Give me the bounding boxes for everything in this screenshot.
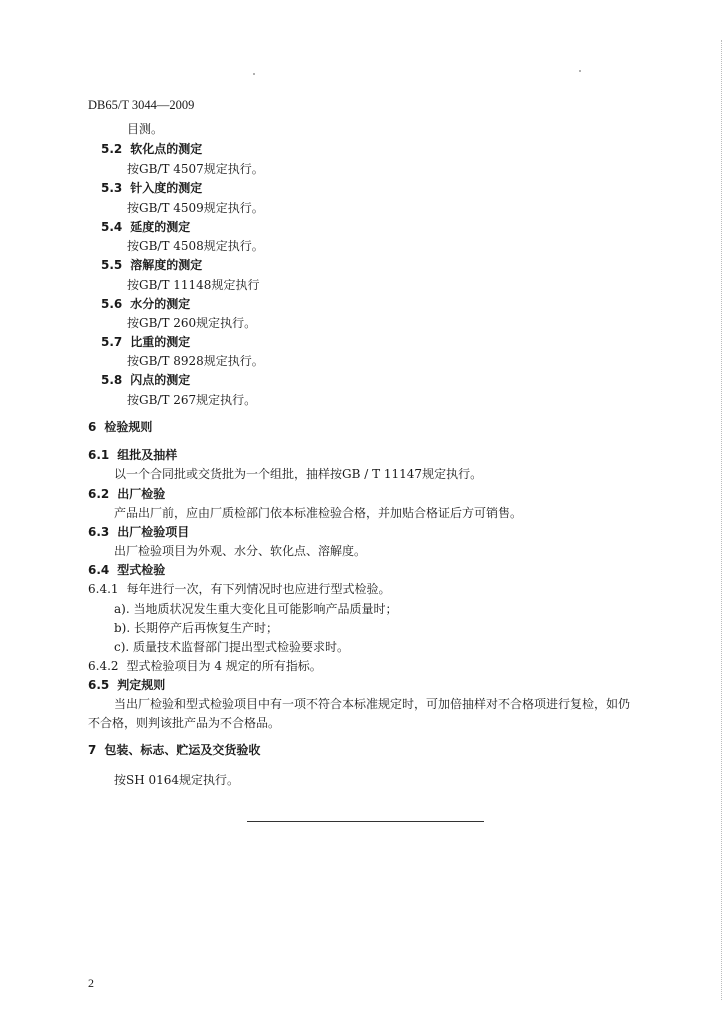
clause-number: 5.7 [101,335,123,349]
text-6-3 [114,544,366,558]
item-a [114,602,397,616]
text-6-2 [114,506,522,520]
clause-number: 6.4.2 [88,659,119,673]
heading-5-2 [101,142,202,156]
heading-5-3 [101,181,202,195]
clause-text: 按GB/T 8928规定执行。 [127,354,264,368]
heading-6-4-2 [88,659,322,673]
clause-number: 5.2 [101,142,123,156]
heading-6-4 [88,563,165,577]
text-6-5-line1 [114,697,630,711]
clause-text: 按GB/T 11148规定执行 [127,278,260,292]
heading-5-5 [101,258,202,272]
clause-text: 比重的测定 [130,335,191,349]
clause-text: 按GB/T 267规定执行。 [127,393,257,407]
heading-5-4 [101,220,190,234]
clause-text: 出厂检验 [117,487,166,501]
clause-text: 型式检验 [117,563,166,577]
clause-text: a). 当地质状况发生重大变化且可能影响产品质量时； [114,602,398,616]
page-number: 2 [88,976,94,990]
clause-text: 目测。 [127,122,164,136]
text-5-5 [127,278,259,292]
clause-text: c). 质量技术监督部门提出型式检验要求时。 [114,640,350,654]
clause-text: 延度的测定 [130,220,191,234]
clause-text: 出厂检验项目为外观、水分、软化点、溶解度。 [114,544,367,558]
clause-number: 5.6 [101,297,123,311]
heading-5-7 [101,335,190,349]
clause-number: 6.4.1 [88,582,119,596]
text-7 [114,773,239,787]
clause-text: 溶解度的测定 [130,258,203,272]
scan-edge [720,40,722,1000]
clause-number: 5.5 [101,258,123,272]
clause-text: 以一个合同批或交货批为一个组批，抽样按GB / T 11147规定执行。 [114,467,483,481]
end-rule [247,821,484,822]
scan-speck [579,70,581,72]
clause-text: 水分的测定 [130,297,191,311]
clause-text: 软化点的测定 [130,142,203,156]
scan-speck [253,73,255,75]
clause-number: 6.4 [88,563,110,577]
clause-text: 闪点的测定 [130,373,191,387]
text-5-7 [127,354,264,368]
text-6-5-line2 [88,716,280,730]
clause-number: 6.1 [88,448,110,462]
clause-number: 6 [88,420,97,434]
heading-6-3 [88,525,189,539]
item-b [114,621,278,635]
clause-text: 产品出厂前，应由厂质检部门依本标准检验合格，并加贴合格证后方可销售。 [114,506,523,520]
text-5-4 [127,239,264,253]
clause-text: 判定规则 [117,678,166,692]
clause-number: 7 [88,743,97,757]
clause-number: 6.2 [88,487,110,501]
clause-text: 按GB/T 4509规定执行。 [127,201,264,215]
clause-number: 6.3 [88,525,110,539]
clause-text: 当出厂检验和型式检验项目中有一项不符合本标准规定时，可加倍抽样对不合格项进行复检，如仍 [114,697,631,711]
item-c [114,640,349,654]
clause-text: 组批及抽样 [117,448,178,462]
text-5-2 [127,162,264,176]
heading-6-5 [88,678,165,692]
text-5-8 [127,393,256,407]
heading-6-4-1 [88,582,391,596]
text-visual-inspection [127,122,163,136]
text-6-1 [114,467,482,481]
clause-text: 包装、标志、贮运及交货验收 [104,743,261,757]
heading-7 [88,743,260,757]
clause-number: 6.5 [88,678,110,692]
clause-text: 按SH 0164规定执行。 [114,773,240,787]
clause-text: 按GB/T 4507规定执行。 [127,162,264,176]
clause-text: 每年进行一次，有下列情况时也应进行型式检验。 [126,582,391,596]
heading-5-6 [101,297,190,311]
clause-text: 型式检验项目为 4 规定的所有指标。 [126,659,322,673]
heading-5-8 [101,373,190,387]
clause-text: 按GB/T 260规定执行。 [127,316,257,330]
text-5-6 [127,316,256,330]
heading-6-1 [88,448,177,462]
clause-number: 5.4 [101,220,123,234]
clause-number: 5.8 [101,373,123,387]
clause-number: 5.3 [101,181,123,195]
heading-6 [88,420,152,434]
clause-text: 按GB/T 4508规定执行。 [127,239,264,253]
text-5-3 [127,201,264,215]
clause-text: 出厂检验项目 [117,525,190,539]
clause-text: 检验规则 [104,420,153,434]
standard-code-header: DB65/T 3044—2009 [88,98,195,112]
heading-6-2 [88,487,165,501]
clause-text: 针入度的测定 [130,181,203,195]
clause-text: 不合格，则判该批产品为不合格品。 [88,716,281,730]
clause-text: b). 长期停产后再恢复生产时； [114,621,278,635]
